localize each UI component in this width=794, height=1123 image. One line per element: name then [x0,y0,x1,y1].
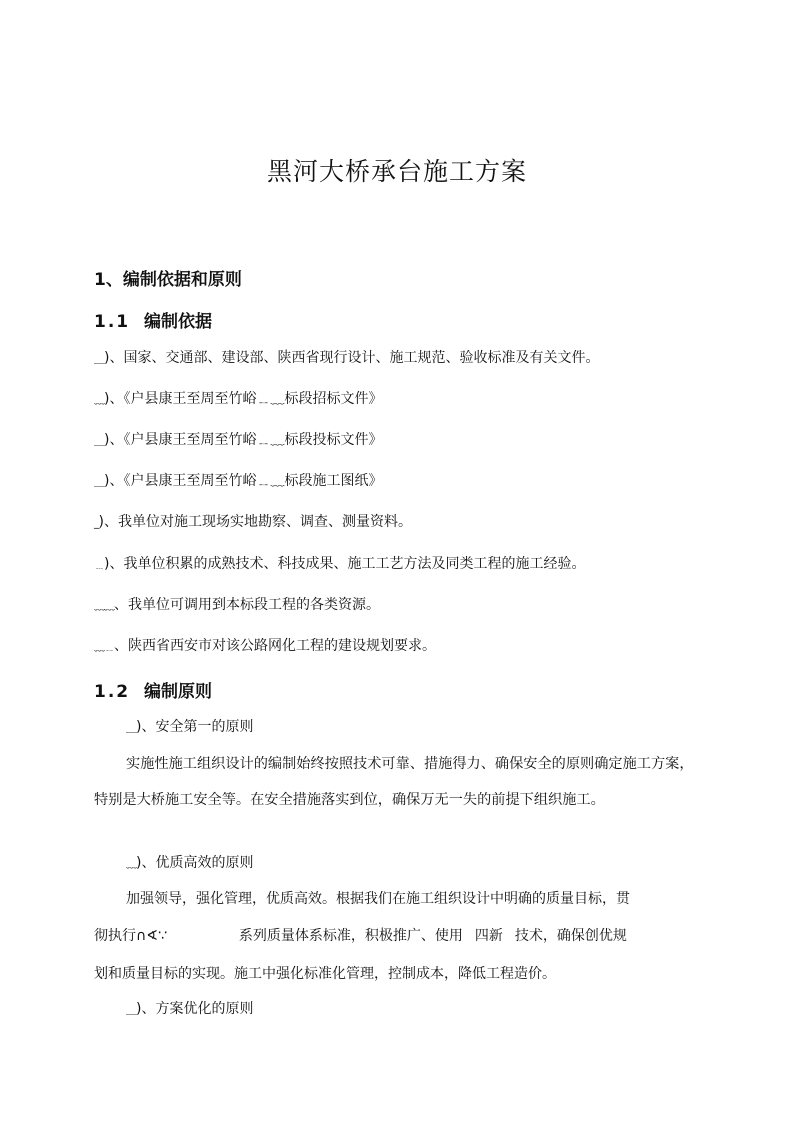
subsection-number: 1.2 [94,682,131,702]
list-item [94,553,585,573]
item-marker: ﹏﹎ [94,640,114,653]
body-fragment: 系列质量体系标准，积极推广、使用 [238,928,463,944]
list-item [94,594,380,614]
list-item [94,388,382,408]
item-marker: ＿ [94,434,104,447]
item-text: )、我单位积累的成熟技术、科技成果、施工工艺方法及同类工程的施工经验。 [104,556,586,572]
list-item [94,511,412,531]
principle-title [126,716,253,736]
list-item [94,470,382,490]
subsection-heading-1-2 [94,677,212,702]
item-text: )、国家、交通部、建设部、陕西省现行设计、施工规范、验收标准及有关文件。 [104,350,600,366]
item-marker: ＿ [94,475,104,488]
principle-title [126,852,253,872]
item-text: 、我单位可调用到本标段工程的各类资源。 [114,597,380,613]
item-marker: ﹏ [94,393,104,406]
item-text: )、《户县康王至周至竹峪﹎﹏标段投标文件》 [104,432,383,448]
item-marker: ﹏﹏ [94,599,114,612]
item-marker: ﹍ [94,558,104,571]
principle-title-text: )、优质高效的原则 [136,855,254,871]
subsection-heading-1-1 [94,307,212,332]
subsection-label: 编制依据 [144,312,212,332]
subsection-label: 编制原则 [144,682,212,702]
principle-body-text: 实施性施工组织设计的编制始终按照技术可靠、措施得力、确保安全的原则确定施工方案，特别是大桥施工安全等。在安全措施落实到位，确保万无一失的前提下组织施工。 [94,756,694,808]
subsection-number: 1.1 [94,312,131,332]
principle-body [94,746,704,818]
item-marker: ＿ [126,1003,136,1016]
principle-title-text: )、方案优化的原则 [136,1001,254,1017]
document-title: 黑河大桥承台施工方案 [266,157,527,186]
item-text: 、陕西省西安市对该公路网化工程的建设规划要求。 [114,638,436,654]
list-item [94,429,382,449]
principle-body-line: 加强领导，强化管理，优质高效。根据我们在施工组织设计中明确的质量目标，贯 [126,891,630,907]
item-text: )、我单位对施工现场实地勘察、调查、测量资料。 [98,514,412,530]
body-fragment: 四新 [474,928,503,944]
principle-body-line [94,925,627,945]
item-text: )、《户县康王至周至竹峪﹎﹏标段招标文件》 [104,391,383,407]
principle-title-text: )、安全第一的原则 [136,719,254,735]
section-heading-1: 1、编制依据和原则 [94,270,242,290]
principle-body-line: 划和质量目标的实现。施工中强化标准化管理，控制成本，降低工程造价。 [94,966,556,982]
body-fragment: 技术，确保创优规 [514,928,627,944]
item-marker: _ [94,516,99,529]
item-marker: ＿ [126,721,136,734]
list-item [94,635,436,655]
item-marker: ＿ [94,352,104,365]
item-text: )、《户县康王至周至竹峪﹎﹏标段施工图纸》 [104,473,383,489]
list-item [94,347,599,367]
principle-title [126,998,253,1018]
item-marker: ﹏ [126,857,136,870]
body-fragment: 彻执行∩∢∵ [94,928,167,944]
